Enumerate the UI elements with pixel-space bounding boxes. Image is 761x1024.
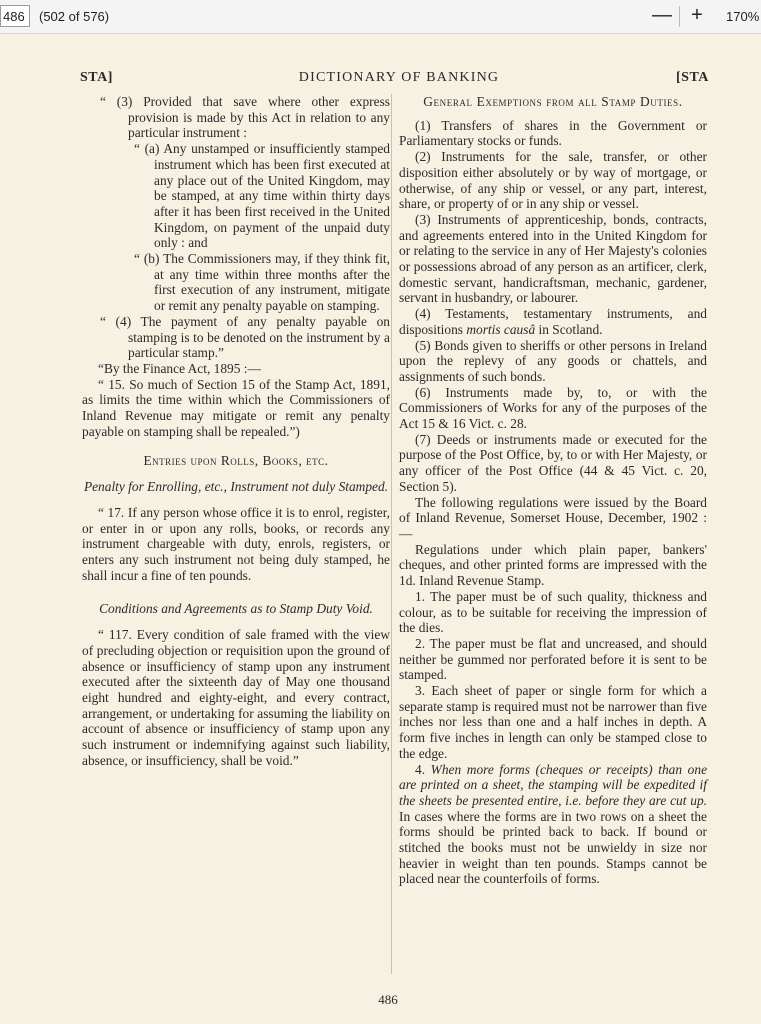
section-subheading: Conditions and Agreements as to Stamp Duty Void. <box>99 601 373 617</box>
paragraph: The following regulations were issued by the Board of Inland Revenue, Somerset House, December, 1902 :— <box>399 494 707 541</box>
running-head-left: STA] <box>80 70 113 85</box>
italic-run: mortis causâ <box>466 321 536 337</box>
paragraph: “ (4) The payment of any penalty payable on stamping is to be denoted on the instrument by a particular stamp.” <box>100 313 390 361</box>
paragraph: “ 117. Every condition of sale framed with the view of precluding objection or requisition upon the ground of absence or insufficiency of stamp upon any instrument executed after the sixteenth day of May one thousand eight hundred and eighty-eight, and every contract, arrangement, or undertaking for assuming the liability on account of absence or insufficiency of stamp upon any such instrument or indemnifying against such liability, absence, or insufficiency, shall be void.” <box>82 627 390 768</box>
paragraph: Regulations under which plain paper, bankers' cheques, and other printed forms are impressed with the 1d. Inland Revenue Stamp. <box>399 541 707 589</box>
section-heading: General Exemptions from all Stamp Duties. <box>423 94 683 109</box>
page-number-input[interactable] <box>0 5 30 27</box>
paragraph: “By the Finance Act, 1895 :— <box>98 360 261 376</box>
right-column <box>399 94 707 887</box>
italic-run: When more forms (cheques or receipts) than one are printed on a sheet, the stamping will be expedited if the sheets be presented entire, i.e. before they are cut up. <box>399 761 708 808</box>
column-divider <box>391 94 392 974</box>
zoom-out-button[interactable]: — <box>652 4 672 26</box>
running-head-title: DICTIONARY OF BANKING <box>298 70 500 85</box>
paragraph: “ 17. If any person whose office it is to enrol, register, or enter in or upon any rolls, books, or records any instrument chargeable with duty, enrols, registers, or enters any such instrument not being duly stamped, he shall incur a fine of ten pounds. <box>82 504 390 583</box>
viewer-toolbar <box>0 0 761 34</box>
left-column <box>82 94 390 768</box>
paragraph: (5) Bonds given to sheriffs or other persons in Ireland upon the replevy of any goods or chattels, and assignments of such bonds. <box>399 337 707 384</box>
paragraph: (7) Deeds or instruments made or executed for the purpose of the Post Office, by, to or with Her Majesty, or any officer of the Post Office (44 & 45 Vict. c. 20, Section 5). <box>399 431 707 494</box>
text-run: in Scotland. <box>535 321 603 337</box>
paragraph: 1. The paper must be of such quality, thickness and colour, as to be suitable for receiving the impression of the dies. <box>399 588 707 636</box>
page-count-label: (502 of 576) <box>39 9 110 24</box>
paragraph: (1) Transfers of shares in the Government or Parliamentary stocks or funds. <box>399 117 707 149</box>
running-head-right: [STA <box>676 70 709 85</box>
zoom-in-button[interactable]: + <box>691 4 703 26</box>
paragraph: “ (b) The Commissioners may, if they think fit, at any time within three months after the first execution of any instrument, mitigate or remit any penalty payable on stamping. <box>134 251 390 314</box>
paragraph: (3) Instruments of apprenticeship, bonds, contracts, and agreements entered into in the United Kingdom for or relating to the service in any of Her Majesty's colonies or possessions abroad of any person as an artificer, clerk, domestic servant, handicraftsman, mechanic, gardener, servant in husbandry, or labourer. <box>399 211 707 306</box>
paragraph: “ 15. So much of Section 15 of the Stamp Act, 1891, as limits the time within which the Commissioners of Inland Revenue may mitigate or remit any penalty payable on stamping shall be repealed.”) <box>82 376 390 439</box>
zoom-level-label[interactable]: 170% <box>726 9 760 24</box>
paragraph: 3. Each sheet of paper or single form for which a separate stamp is required must not be narrower than five inches nor less than one and a half inches in depth. A form five inches in length can only be stamped close to the edge. <box>399 683 707 761</box>
paragraph: (6) Instruments made by, to, or with the Commissioners of Works for any of the purposes of the Act 15 & 16 Vict. c. 28. <box>399 384 707 432</box>
paragraph: “ (3) Provided that save where other express provision is made by this Act in relation to any particular instrument : <box>100 94 390 141</box>
document-page <box>0 34 761 1024</box>
toolbar-divider <box>679 6 680 27</box>
text-run: 4. <box>415 761 431 777</box>
paragraph: 2. The paper must be flat and uncreased, and should neither be gummed nor perforated before it is sent to be stamped. <box>399 635 707 683</box>
paragraph: (2) Instruments for the sale, transfer, or other disposition either absolutely or by way of mortgage, or otherwise, of any ship or vessel, or any part, interest, share, or property of or in any ship or vessel. <box>399 149 707 212</box>
text-run: In cases where the forms are in two rows on a sheet the forms should be printed back to back. If bound or stitched the books must not be unwieldy in size nor heavier in weight than ten pounds. Stamps cannot be placed near the counterfoils of forms. <box>399 808 707 887</box>
text-run: (4) Testaments, testamentary instruments, and dispositions <box>399 306 707 337</box>
section-subheading: Penalty for Enrolling, etc., Instrument not duly Stamped. <box>83 479 389 495</box>
page-folio: 486 <box>378 992 398 1007</box>
paragraph <box>399 762 707 888</box>
paragraph: “ (a) Any unstamped or insufficiently stamped instrument which has been first executed at any place out of the United Kingdom, may be stamped, at any time within thirty days after it has been first received in the United Kingdom, on payment of the unpaid duty only : and <box>134 141 390 251</box>
paragraph <box>399 306 707 337</box>
section-heading: Entries upon Rolls, Books, etc. <box>143 453 329 469</box>
